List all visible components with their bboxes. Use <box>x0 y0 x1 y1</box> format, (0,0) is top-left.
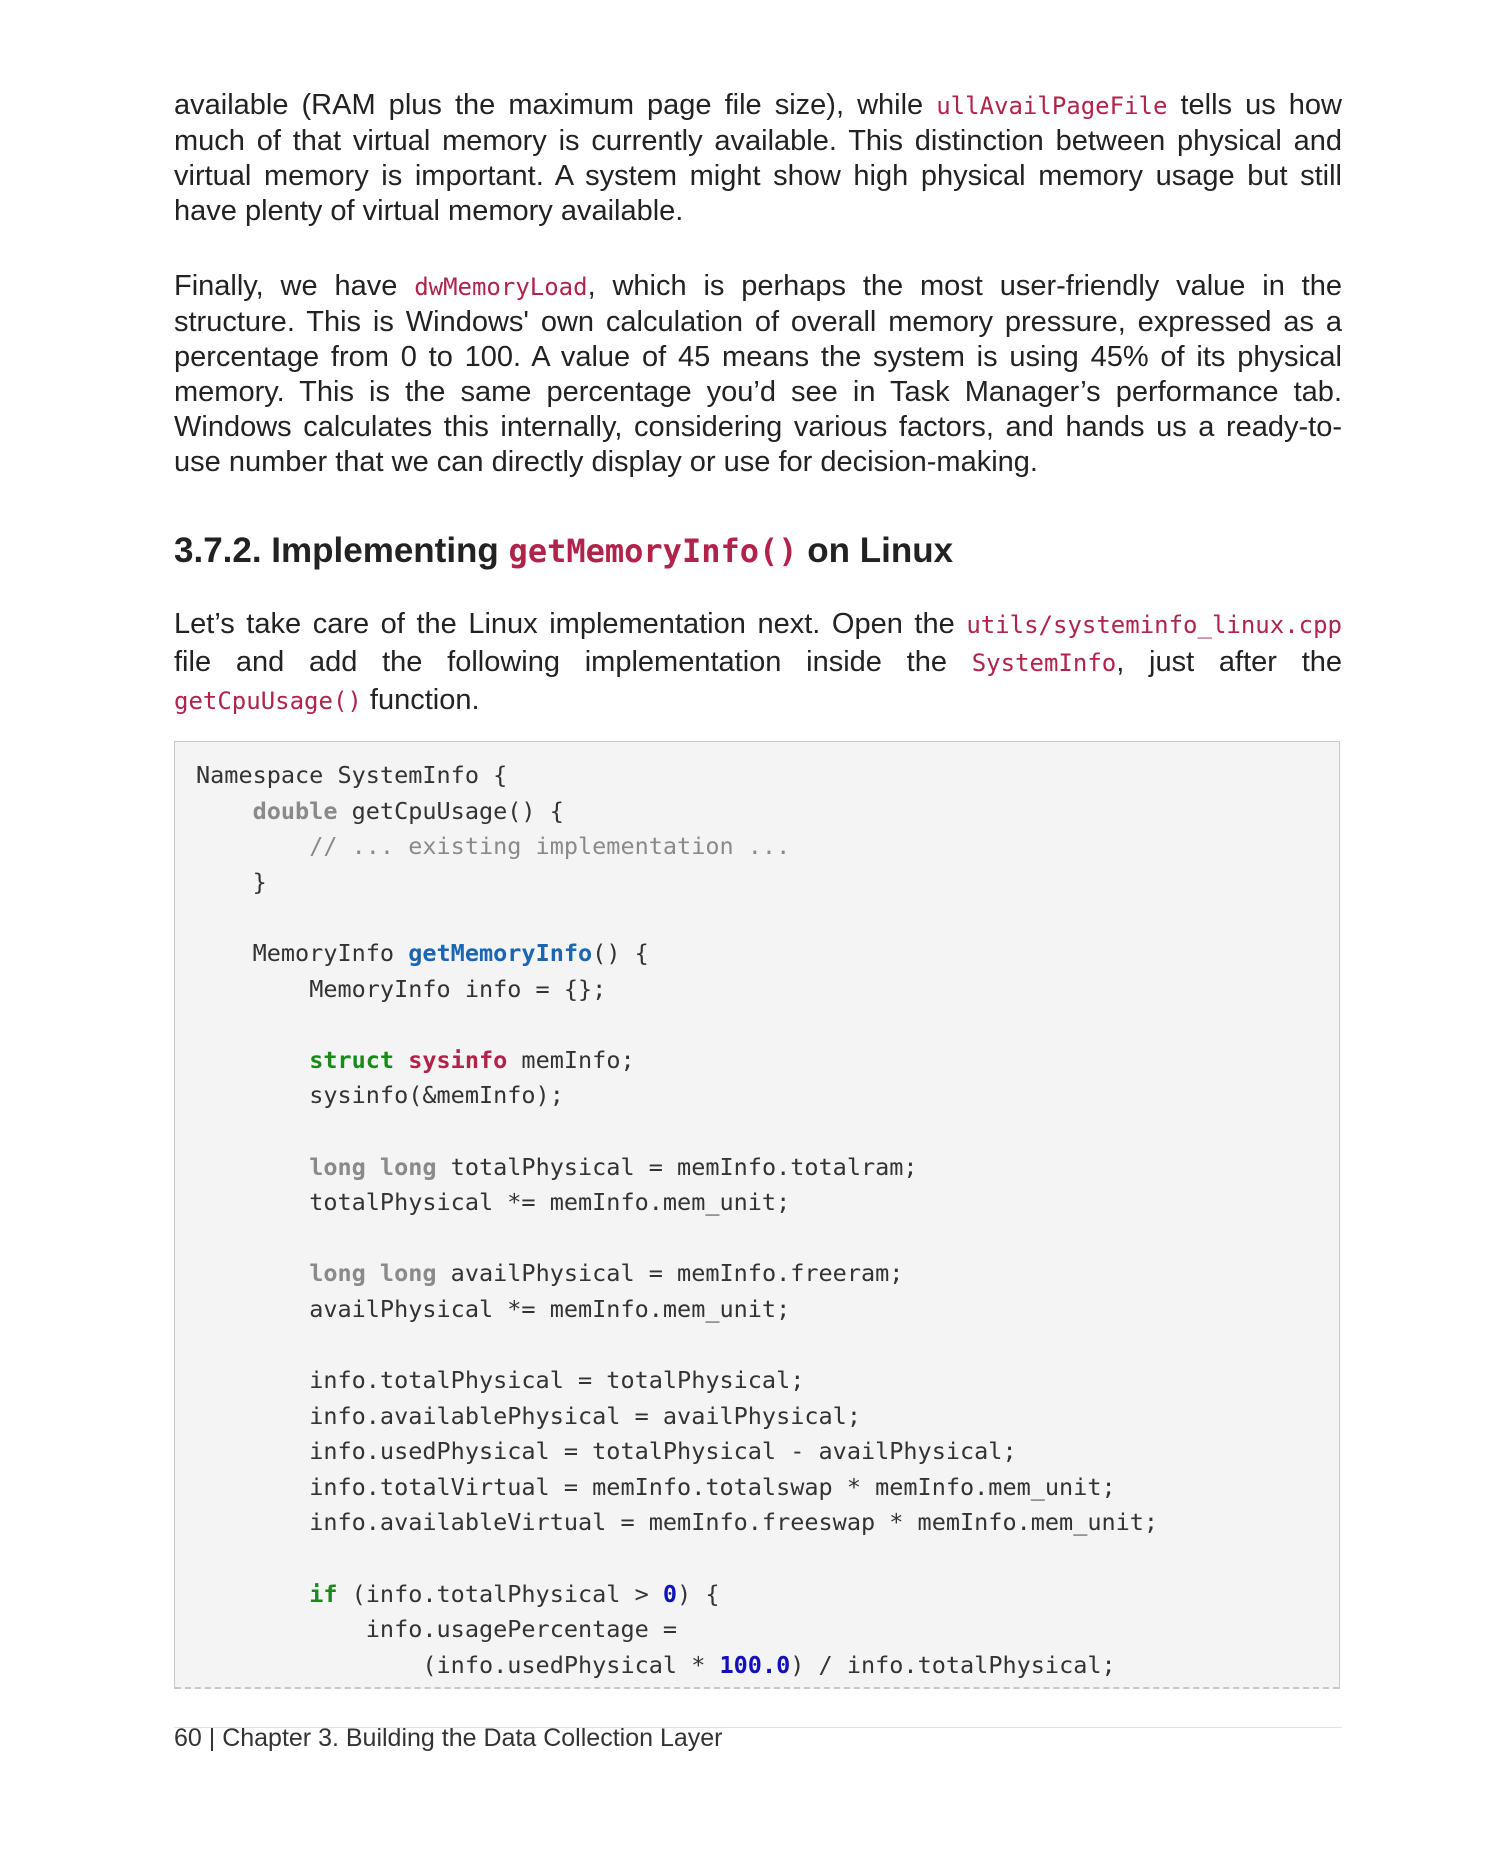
paragraph-text: , just after the <box>1116 646 1343 678</box>
code-keyword: double <box>252 796 338 825</box>
code-block-continuation-border <box>175 1687 1339 1689</box>
code-function-name: getMemoryInfo <box>408 938 593 967</box>
code-keyword: long long <box>309 1152 437 1181</box>
code-type: MemoryInfo <box>252 938 409 967</box>
inline-code-dwmemoryload: dwMemoryLoad <box>414 273 588 301</box>
code-line: totalPhysical *= memInfo.mem_unit; <box>309 1188 791 1217</box>
code-line: sysinfo(&memInfo); <box>309 1081 564 1110</box>
paragraph-virtual-memory <box>174 88 1342 229</box>
code-comment: // ... existing implementation ... <box>309 832 791 861</box>
code-type-keyword: sysinfo <box>408 1045 508 1074</box>
code-line: (info.totalPhysical > <box>337 1579 663 1608</box>
inline-code-ullavailpagefile: ullAvailPageFile <box>936 92 1168 120</box>
paragraph-text: Let’s take care of the Linux implementation next. Open the <box>174 608 967 640</box>
code-listing <box>175 742 1339 1683</box>
paragraph-linux-intro <box>174 606 1342 720</box>
paragraph-text: available (RAM plus the maximum page file size), while <box>174 89 937 121</box>
code-line: } <box>252 867 267 896</box>
inline-code-filename: utils/systeminfo_linux.cpp <box>966 611 1342 639</box>
code-line: info.availablePhysical = availPhysical; <box>309 1401 861 1430</box>
paragraph-text: file and add the following implementation inside the <box>174 646 972 678</box>
paragraph-text: , which is perhaps the most user-friendly value in the structure. This is Windows' own calculation of overall memory pressure, expressed as a percentage from 0 to 100. A value of 45 means the system is using 45% of its physical memory. This is the same percentage you’d see in Task Manager’s performance tab. Windows calculates this internally, considering various factors, and hands us a ready-to-use number that we can directly display or use for decision-making. <box>174 270 1342 478</box>
code-line: info.usagePercentage = <box>365 1615 678 1644</box>
code-line: info.usedPhysical = totalPhysical - availPhysical; <box>309 1437 1017 1466</box>
code-line: (info.usedPhysical * <box>422 1650 720 1679</box>
heading-code: getMemoryInfo() <box>508 532 798 570</box>
code-line: totalPhysical = memInfo.totalram; <box>436 1152 918 1181</box>
section-heading <box>174 530 1342 572</box>
page-footer: 60 | Chapter 3. Building the Data Collection Layer <box>174 1724 723 1752</box>
code-line: getCpuUsage() { <box>337 796 564 825</box>
code-block <box>174 741 1340 1689</box>
code-number: 0 <box>662 1579 678 1608</box>
paragraph-text: function. <box>361 684 480 716</box>
code-line: info.totalVirtual = memInfo.totalswap * memInfo.mem_unit; <box>309 1472 1116 1501</box>
code-line: availPhysical = memInfo.freeram; <box>436 1259 904 1288</box>
paragraph-memory-load <box>174 269 1342 480</box>
code-line: info.availableVirtual = memInfo.freeswap * memInfo.mem_unit; <box>309 1508 1159 1537</box>
paragraph-text: tells us how much of that virtual memory is currently available. This distinction between physical and virtual memory is important. A system might show high physical memory usage but still have plenty of virtual memory available. <box>174 89 1342 227</box>
code-line: Namespace SystemInfo { <box>196 761 508 789</box>
code-line: availPhysical *= memInfo.mem_unit; <box>309 1294 791 1323</box>
inline-code-getcpuusage: getCpuUsage() <box>174 687 362 715</box>
heading-text: 3.7.2. Implementing <box>174 531 509 570</box>
code-number: 100.0 <box>719 1650 791 1679</box>
heading-text: on Linux <box>797 531 954 570</box>
code-line: info.totalPhysical = totalPhysical; <box>309 1366 805 1395</box>
code-keyword: long long <box>309 1259 437 1288</box>
inline-code-systeminfo: SystemInfo <box>971 649 1117 677</box>
code-keyword: if <box>309 1579 338 1608</box>
code-keyword: struct <box>309 1045 395 1074</box>
paragraph-text: Finally, we have <box>174 270 415 302</box>
page-content <box>174 88 1342 720</box>
code-line: MemoryInfo info = {}; <box>309 974 607 1003</box>
code-line: memInfo; <box>507 1045 635 1074</box>
code-line: ) { <box>677 1579 720 1608</box>
code-line: () { <box>592 938 649 967</box>
code-line: ) / info.totalPhysical; <box>790 1650 1116 1679</box>
